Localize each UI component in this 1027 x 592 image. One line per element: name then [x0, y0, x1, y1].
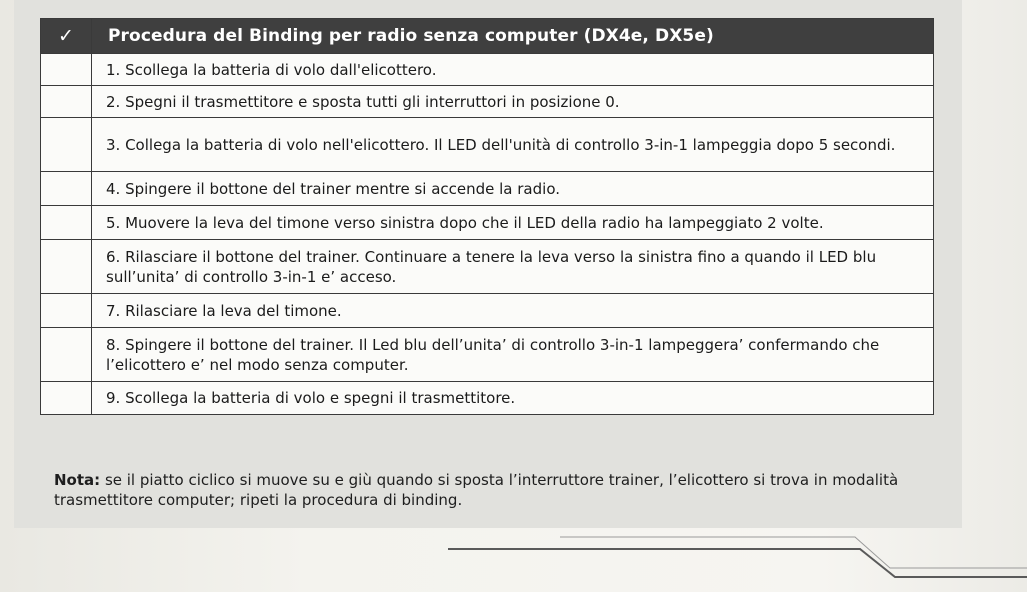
step-text: 9. Scollega la batteria di volo e spegni il trasmettitore.: [92, 382, 934, 415]
decorative-line: [560, 537, 1027, 568]
step-text: 8. Spingere il bottone del trainer. Il Led blu dell’unita’ di controllo 3-in-1 lampeggera’ confermando che l’elicottero e’ nel modo senza computer.: [92, 328, 934, 382]
table-title: Procedura del Binding per radio senza computer (DX4e, DX5e): [92, 19, 934, 54]
decorative-line: [448, 549, 1027, 577]
step-text: 7. Rilasciare la leva del timone.: [92, 294, 934, 328]
step-text: 3. Collega la batteria di volo nell'elicottero. Il LED dell'unità di controllo 3-in-1 lampeggia dopo 5 secondi.: [92, 118, 934, 172]
note-text: se il piatto ciclico si muove su e giù quando si sposta l’interruttore trainer, l’elicottero si trova in modalità trasmettitore computer; ripeti la procedura di binding.: [54, 471, 899, 509]
step-text: 4. Spingere il bottone del trainer mentre si accende la radio.: [92, 172, 934, 206]
checkmark-header-icon: ✓: [41, 19, 92, 54]
step-text: 1. Scollega la batteria di volo dall'elicottero.: [92, 54, 934, 86]
step-text: 5. Muovere la leva del timone verso sinistra dopo che il LED della radio ha lampeggiato 2 volte.: [92, 206, 934, 240]
note-label: Nota:: [54, 471, 101, 489]
step-text: 6. Rilasciare il bottone del trainer. Continuare a tenere la leva verso la sinistra fino a quando il LED blu sull’unita’ di controllo 3-in-1 e’ acceso.: [92, 240, 934, 294]
step-text: 2. Spegni il trasmettitore e sposta tutti gli interruttori in posizione 0.: [92, 86, 934, 118]
